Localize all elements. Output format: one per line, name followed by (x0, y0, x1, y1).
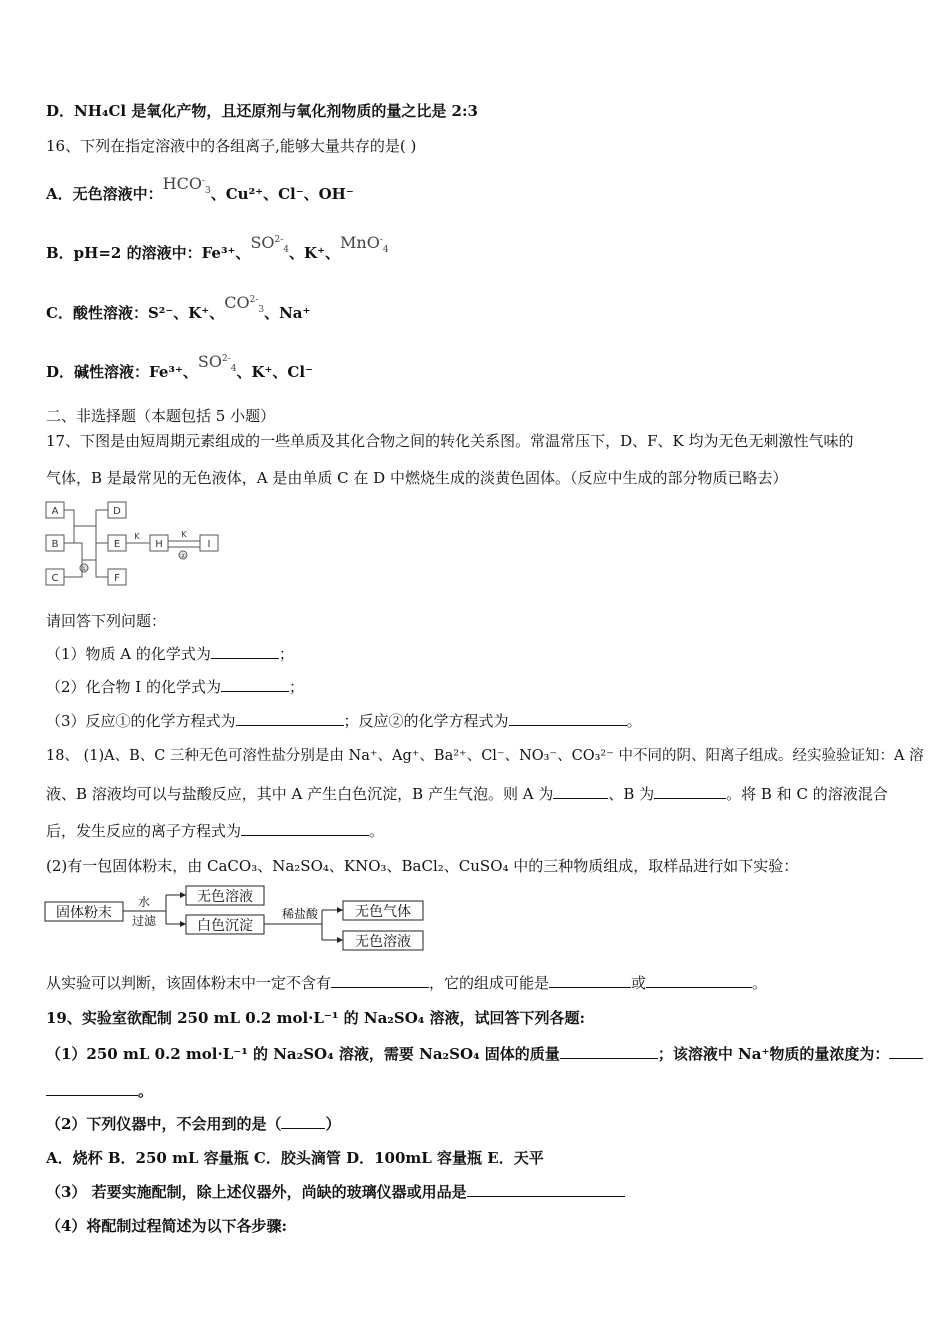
flow-solution2: 无色溶液 (355, 934, 411, 950)
node-d: D (113, 506, 121, 517)
q18-line1: 18、 (1)A、B、C 三种无色可溶性盐分别是由 Na⁺、Ag⁺、Ba²⁺、Cl⁻、NO₃⁻、CO₃²⁻ 中不同的阴、阳离子组成。经实验验证知：A 溶 (46, 748, 924, 764)
answer-blank[interactable] (654, 784, 726, 799)
q19-p3-text: （3） 若要实施配制，除上述仪器外，尚缺的玻璃仪器或用品是 (46, 1183, 467, 1201)
q17-p2-end: ； (289, 678, 305, 696)
q19-part4: （4）将配制过程简述为以下各步骤: (46, 1217, 287, 1235)
ion-formula (224, 290, 264, 320)
ion-formula (163, 171, 211, 201)
answer-blank[interactable] (889, 1044, 923, 1059)
ion-charge: - (201, 176, 205, 186)
q19-part3 (46, 1182, 625, 1202)
ion-base: SO (250, 233, 275, 252)
q18-l2-text: 液、B 溶液均可以与盐酸反应，其中 A 产生白色沉淀，B 产生气泡。则 A 为 (46, 785, 554, 803)
label-k2: K (181, 530, 187, 539)
node-a: A (51, 506, 59, 517)
q17-transformation-diagram (44, 500, 224, 590)
answer-blank[interactable] (560, 1044, 658, 1059)
q18-l3-end: 。 (369, 822, 385, 840)
flow-acid-label: 稀盐酸 (281, 907, 319, 921)
answer-blank[interactable] (509, 711, 627, 726)
q18-l5-mid: ，它的组成可能是 (429, 974, 550, 992)
q17-p1-end: ； (278, 645, 294, 663)
connector (126, 541, 200, 547)
q18-l3-text: 后，发生反应的离子方程式为 (46, 822, 242, 840)
q19-part1-cont (46, 1081, 153, 1101)
q19-stem: 19、实验室欲配制 250 mL 0.2 mol·L⁻¹ 的 Na₂SO₄ 溶液，试回答下列各题: (46, 1009, 586, 1027)
q19-p2-text: （2）下列仪器中，不会用到的是（ (46, 1115, 282, 1133)
q18-l2-mid: 、B 为 (608, 785, 655, 803)
q19-p2-end: ） (325, 1115, 341, 1133)
node-f: F (114, 573, 120, 584)
flow-solution1: 无色溶液 (197, 889, 253, 905)
q16-option-b (46, 233, 389, 270)
q16-a-suffix: 、Cu²⁺、Cl⁻、OH⁻ (210, 185, 354, 203)
answer-blank[interactable] (236, 711, 344, 726)
answer-blank[interactable] (46, 1081, 138, 1096)
q19-part2 (46, 1114, 340, 1134)
q18-line4: (2)有一包固体粉末，由 CaCO₃、Na₂SO₄、KNO₃、BaCl₂、CuSO₄ 中的三种物质组成，取样品进行如下实验： (46, 857, 799, 875)
ion-formula (198, 349, 237, 379)
section-title: 二、非选择题（本题包括 5 小题） (46, 407, 276, 425)
q16-option-d (46, 352, 313, 389)
answer-blank[interactable] (221, 677, 289, 692)
q19-options: A．烧杯 B．250 mL 容量瓶 C．胶头滴管 D．100mL 容量瓶 E．天平 (46, 1149, 544, 1167)
q18-line5 (46, 973, 767, 993)
q16-c-suffix: 、Na⁺ (264, 304, 311, 322)
reaction-2: ② (179, 552, 187, 560)
q19-p1-text: （1）250 mL 0.2 mol·L⁻¹ 的 Na₂SO₄ 溶液，需要 Na₂SO₄ 固体的质量 (46, 1045, 560, 1063)
node-e: E (113, 539, 121, 550)
q16-d-prefix: D．碱性溶液：Fe³⁺、 (46, 363, 198, 381)
ion-subscript: 3 (205, 186, 211, 196)
ion-base: CO (224, 293, 250, 312)
ion-formula (250, 230, 289, 260)
label-k1: K (134, 532, 140, 541)
ion-subscript: 4 (230, 364, 237, 374)
answer-blank[interactable] (331, 973, 429, 988)
ion-subscript: 4 (382, 245, 389, 255)
ion-charge: - (379, 235, 383, 245)
q18-l5-text: 从实验可以判断，该固体粉末中一定不含有 (46, 974, 332, 992)
node-b: B (51, 539, 59, 550)
flow-water-label: 水 (137, 895, 151, 909)
q17-part1 (46, 644, 294, 664)
q16-stem: 16、下列在指定溶液中的各组离子,能够大量共存的是( ) (46, 137, 417, 155)
flow-start: 固体粉末 (56, 905, 112, 921)
answer-blank[interactable] (646, 973, 752, 988)
q17-p1-text: （1）物质 A 的化学式为 (46, 645, 211, 663)
q18-l5-end: 。 (752, 974, 768, 992)
ion-base: SO (197, 352, 222, 371)
flow-filter-label: 过滤 (131, 914, 157, 928)
ion-charge: 2- (221, 354, 231, 364)
q17-p3-end: 。 (626, 712, 642, 730)
q19-p1-end: 。 (138, 1082, 154, 1100)
q18-line2 (46, 784, 888, 804)
q17-part3 (46, 711, 642, 731)
q16-d-suffix: 、K⁺、Cl⁻ (236, 363, 313, 381)
q17-p2-text: （2）化合物 I 的化学式为 (46, 678, 222, 696)
ion-formula (340, 230, 389, 260)
answer-blank[interactable] (211, 644, 279, 659)
answer-blank[interactable] (241, 821, 369, 836)
ion-base: MnO (340, 233, 380, 252)
node-h: H (155, 539, 163, 550)
answer-blank[interactable] (553, 784, 608, 799)
q15-option-d: D．NH₄Cl 是氧化产物，且还原剂与氧化剂物质的量之比是 2:3 (46, 102, 478, 120)
q18-l2-end: 。将 B 和 C 的溶液混合 (726, 785, 888, 803)
q17-ask: 请回答下列问题： (46, 612, 167, 630)
q17-stem-line2: 气体，B 是最常见的无色液体，A 是由单质 C 在 D 中燃烧生成的淡黄色固体。（反应中生成的部分物质已略去） (46, 469, 788, 487)
ion-base: HCO (162, 174, 202, 193)
ion-charge: 2- (274, 235, 284, 245)
answer-blank[interactable] (467, 1182, 625, 1197)
q18-l5-or: 或 (631, 974, 647, 992)
q16-b-middle: 、K⁺、 (289, 244, 340, 262)
node-c: C (51, 573, 59, 584)
q19-part1 (46, 1044, 923, 1064)
q16-a-prefix: A．无色溶液中： (46, 185, 163, 203)
q17-stem-line1: 17、下图是由短周期元素组成的一些单质及其化合物之间的转化关系图。常温常压下，D、F、K 均为无色无刺激性气味的 (46, 432, 854, 450)
q16-b-prefix: B．pH=2 的溶液中：Fe³⁺、 (46, 244, 251, 262)
ion-subscript: 4 (283, 245, 290, 255)
flow-precipitate: 白色沉淀 (197, 918, 253, 934)
q19-p1-mid: ；该溶液中 Na⁺物质的量浓度为： (657, 1045, 890, 1063)
ion-subscript: 3 (258, 305, 265, 315)
answer-blank[interactable] (549, 973, 631, 988)
flow-gas: 无色气体 (355, 904, 411, 920)
q16-c-prefix: C．酸性溶液：S²⁻、K⁺、 (46, 304, 225, 322)
q16-option-c (46, 293, 311, 330)
connector (64, 510, 108, 543)
answer-blank[interactable] (281, 1114, 325, 1129)
ion-charge: 2- (249, 295, 259, 305)
q18-line3 (46, 821, 384, 841)
q17-part2 (46, 677, 304, 697)
node-i: I (207, 539, 211, 550)
q17-p3-text: （3）反应①的化学方程式为 (46, 712, 236, 730)
reaction-1: ① (80, 565, 88, 573)
q18-experiment-flowchart (44, 884, 434, 956)
q17-p3-mid: ；反应②的化学方程式为 (343, 712, 509, 730)
q16-option-a (46, 174, 354, 211)
